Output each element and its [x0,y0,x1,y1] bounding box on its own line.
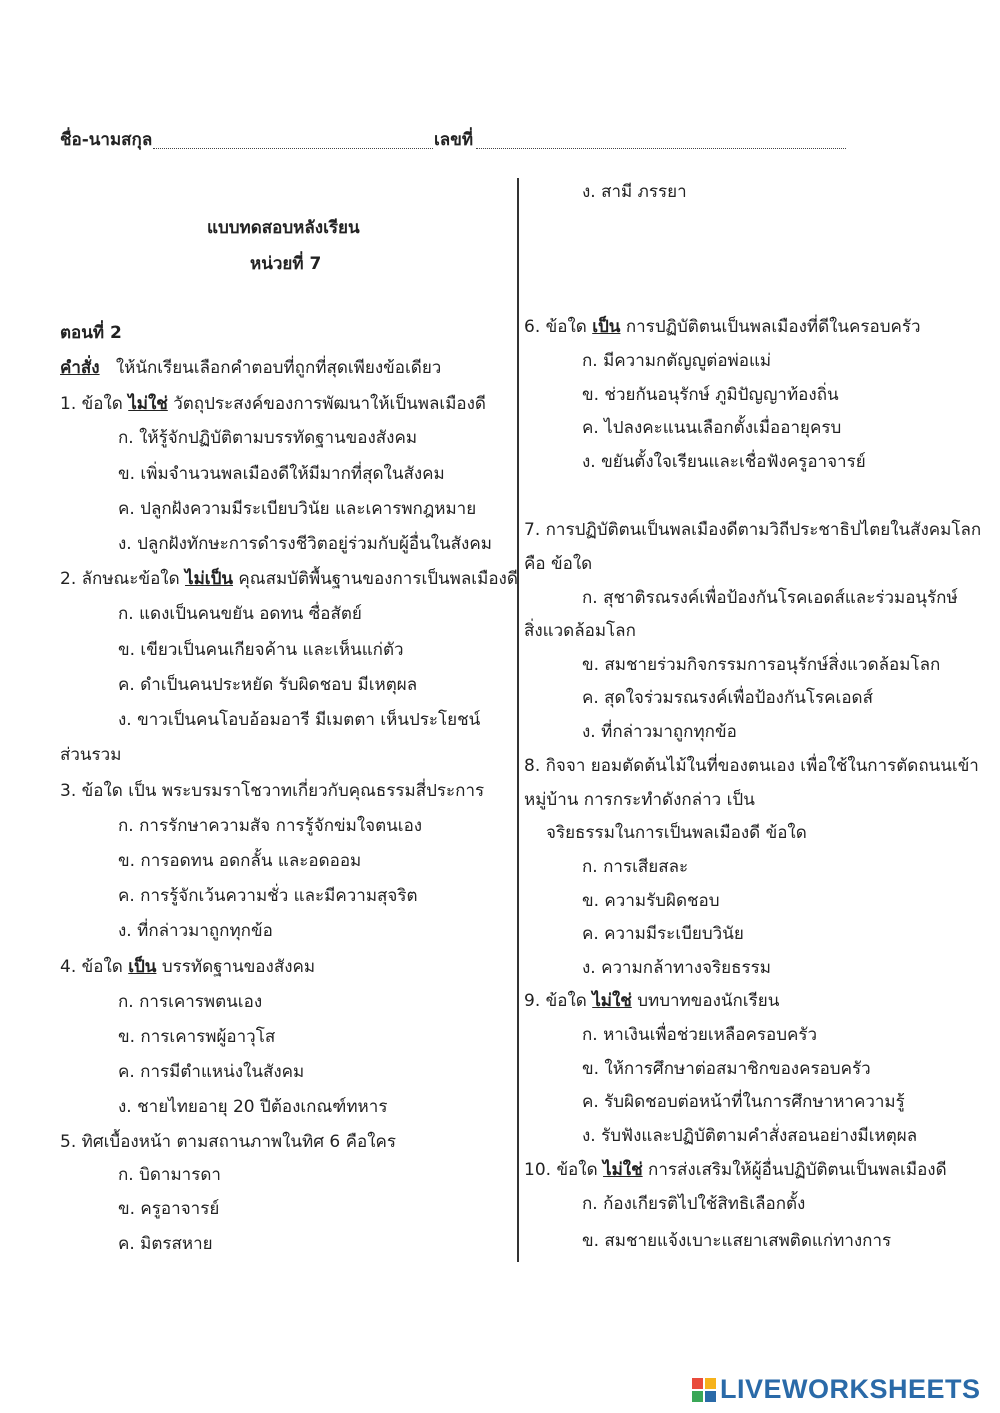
unit-title: หน่วยที่ 7 [250,254,322,274]
q7-option-b[interactable]: ข. สมชายร่วมกิจกรรมการอนุรักษ์สิ่งแวดล้อมโลก [582,655,941,675]
q2-prefix: 2. ลักษณะข้อใด [60,569,180,589]
q9-prefix: 9. ข้อใด [524,991,587,1011]
q8-option-d[interactable]: ง. ความกล้าทางจริยธรรม [582,958,771,978]
q9-option-b[interactable]: ข. ให้การศึกษาต่อสมาชิกของครอบครัว [582,1059,871,1079]
question-9 [524,989,779,1013]
q4-option-b[interactable]: ข. การเคารพผู้อาวุโส [118,1027,276,1047]
q1-option-c[interactable]: ค. ปลูกฝังความมีระเบียบวินัย และเคารพกฎหมาย [118,499,477,519]
q9-option-c[interactable]: ค. รับผิดชอบต่อหน้าที่ในการศึกษาหาความรู้ [582,1092,905,1112]
instruction [60,356,441,380]
q6-option-d[interactable]: ง. ขยันตั้งใจเรียนและเชื่อฟังครูอาจารย์ [582,452,866,472]
q7-option-a-cont: สิ่งแวดล้อมโลก [524,621,636,641]
question-3: 3. ข้อใด เป็น พระบรมราโชวาทเกี่ยวกับคุณธรรมสี่ประการ [60,781,485,801]
test-title: แบบทดสอบหลังเรียน [207,218,360,238]
q4-prefix: 4. ข้อใด [60,957,123,977]
number-label: เลขที่ [434,130,474,150]
q1-option-d[interactable]: ง. ปลูกฝังทักษะการดำรงชีวิตอยู่ร่วมกับผู้อื่นในสังคม [118,534,492,554]
question-7: 7. การปฏิบัติตนเป็นพลเมืองดีตามวิถีประชาธิปไตยในสังคมโลก [524,520,982,540]
question-8-cont: หมู่บ้าน การกระทำดังกล่าว เป็น [524,790,755,810]
q1-emphasis: ไม่ใช่ [128,394,168,414]
q1-suffix: วัตถุประสงค์ของการพัฒนาให้เป็นพลเมืองดี [173,394,486,414]
question-1 [60,392,486,416]
q6-option-b[interactable]: ข. ช่วยกันอนุรักษ์ ภูมิปัญญาท้องถิ่น [582,385,839,405]
q2-option-c[interactable]: ค. ดำเป็นคนประหยัด รับผิดชอบ มีเหตุผล [118,675,418,695]
q9-suffix: บทบาทของนักเรียน [637,991,780,1011]
q10-option-a[interactable]: ก. ก้องเกียรติไปใช้สิทธิเลือกตั้ง [582,1194,806,1214]
q1-prefix: 1. ข้อใด [60,394,123,414]
q6-emphasis: เป็น [592,317,621,337]
q6-prefix: 6. ข้อใด [524,317,587,337]
part-heading: ตอนที่ 2 [60,323,122,343]
q10-emphasis: ไม่ใช่ [603,1160,643,1180]
instruction-label: คำสั่ง [60,358,100,378]
question-8: 8. กิจจา ยอมตัดต้นไม้ในที่ของตนเอง เพื่อใช้ในการตัดถนนเข้า [524,756,979,776]
q10-option-b[interactable]: ข. สมชายแจ้งเบาะแสยาเสพติดแก่ทางการ [582,1231,892,1251]
q6-option-a[interactable]: ก. มีความกตัญญูต่อพ่อแม่ [582,351,772,371]
name-input-line[interactable] [153,148,433,149]
question-6 [524,315,921,339]
q10-suffix: การส่งเสริมให้ผู้อื่นปฏิบัติตนเป็นพลเมืองดี [648,1160,947,1180]
q7-option-c[interactable]: ค. สุดใจร่วมรณรงค์เพื่อป้องกันโรคเอดส์ [582,688,873,708]
q4-suffix: บรรทัดฐานของสังคม [161,957,316,977]
q4-option-d[interactable]: ง. ชายไทยอายุ 20 ปีต้องเกณฑ์ทหาร [118,1097,388,1117]
logo-text: LIVEWORKSHEETS [720,1374,981,1404]
question-8-cont2: จริยธรรมในการเป็นพลเมืองดี ข้อใด [546,823,807,843]
q1-option-b[interactable]: ข. เพิ่มจำนวนพลเมืองดีให้มีมากที่สุดในสังคม [118,464,445,484]
q2-option-d[interactable]: ง. ขาวเป็นคนโอบอ้อมอารี มีเมตตา เห็นประโยชน์ [118,710,481,730]
q8-option-b[interactable]: ข. ความรับผิดชอบ [582,891,720,911]
q3-option-d[interactable]: ง. ที่กล่าวมาถูกทุกข้อ [118,921,273,941]
q10-prefix: 10. ข้อใด [524,1160,598,1180]
name-label: ชื่อ-นามสกุล [60,130,153,150]
column-divider [517,178,519,1262]
instruction-text: ให้นักเรียนเลือกคำตอบที่ถูกที่สุดเพียงข้อเดียว [115,358,442,378]
q9-option-a[interactable]: ก. หาเงินเพื่อช่วยเหลือครอบครัว [582,1025,818,1045]
logo-mark-icon [692,1378,716,1402]
q3-option-b[interactable]: ข. การอดทน อดกลั้น และอดออม [118,851,362,871]
q1-option-a[interactable]: ก. ให้รู้จักปฏิบัติตามบรรทัดฐานของสังคม [118,428,418,448]
q5-option-a[interactable]: ก. บิดามารดา [118,1165,221,1185]
q6-option-c[interactable]: ค. ไปลงคะแนนเลือกตั้งเมื่ออายุครบ [582,418,842,438]
q2-option-b[interactable]: ข. เขียวเป็นคนเกียจค้าน และเห็นแก่ตัว [118,640,404,660]
number-input-line[interactable] [476,148,846,149]
q8-option-a[interactable]: ก. การเสียสละ [582,857,689,877]
q7-option-a[interactable]: ก. สุชาติรณรงค์เพื่อป้องกันโรคเอดส์และร่วมอนุรักษ์ [582,588,958,608]
question-5: 5. ทิศเบื้องหน้า ตามสถานภาพในทิศ 6 คือใคร [60,1132,397,1152]
q7-option-d[interactable]: ง. ที่กล่าวมาถูกทุกข้อ [582,722,737,742]
q4-option-a[interactable]: ก. การเคารพตนเอง [118,992,263,1012]
q9-option-d[interactable]: ง. รับฟังและปฏิบัติตามคำสั่งสอนอย่างมีเหตุผล [582,1126,918,1146]
q2-suffix: คุณสมบัติพื้นฐานของการเป็นพลเมืองดี [238,569,518,589]
q4-option-c[interactable]: ค. การมีตำแหน่งในสังคม [118,1062,305,1082]
question-7-cont: คือ ข้อใด [524,554,593,574]
q4-emphasis: เป็น [128,957,157,977]
q5-option-c[interactable]: ค. มิตรสหาย [118,1234,213,1254]
q9-emphasis: ไม่ใช่ [592,991,632,1011]
q2-option-a[interactable]: ก. แดงเป็นคนขยัน อดทน ซื่อสัตย์ [118,604,362,624]
q2-emphasis: ไม่เป็น [185,569,234,589]
q3-option-a[interactable]: ก. การรักษาความสัจ การรู้จักข่มใจตนเอง [118,816,423,836]
liveworksheets-logo [692,1374,981,1405]
q6-suffix: การปฏิบัติตนเป็นพลเมืองที่ดีในครอบครัว [625,317,921,337]
q8-option-c[interactable]: ค. ความมีระเบียบวินัย [582,924,744,944]
q3-option-c[interactable]: ค. การรู้จักเว้นความชั่ว และมีความสุจริต [118,886,418,906]
question-4 [60,955,315,979]
q5-option-d[interactable]: ง. สามี ภรรยา [582,182,687,202]
question-10 [524,1158,947,1182]
q5-option-b[interactable]: ข. ครูอาจารย์ [118,1199,220,1219]
q2-option-d-cont: ส่วนรวม [60,745,122,765]
question-2 [60,567,518,591]
